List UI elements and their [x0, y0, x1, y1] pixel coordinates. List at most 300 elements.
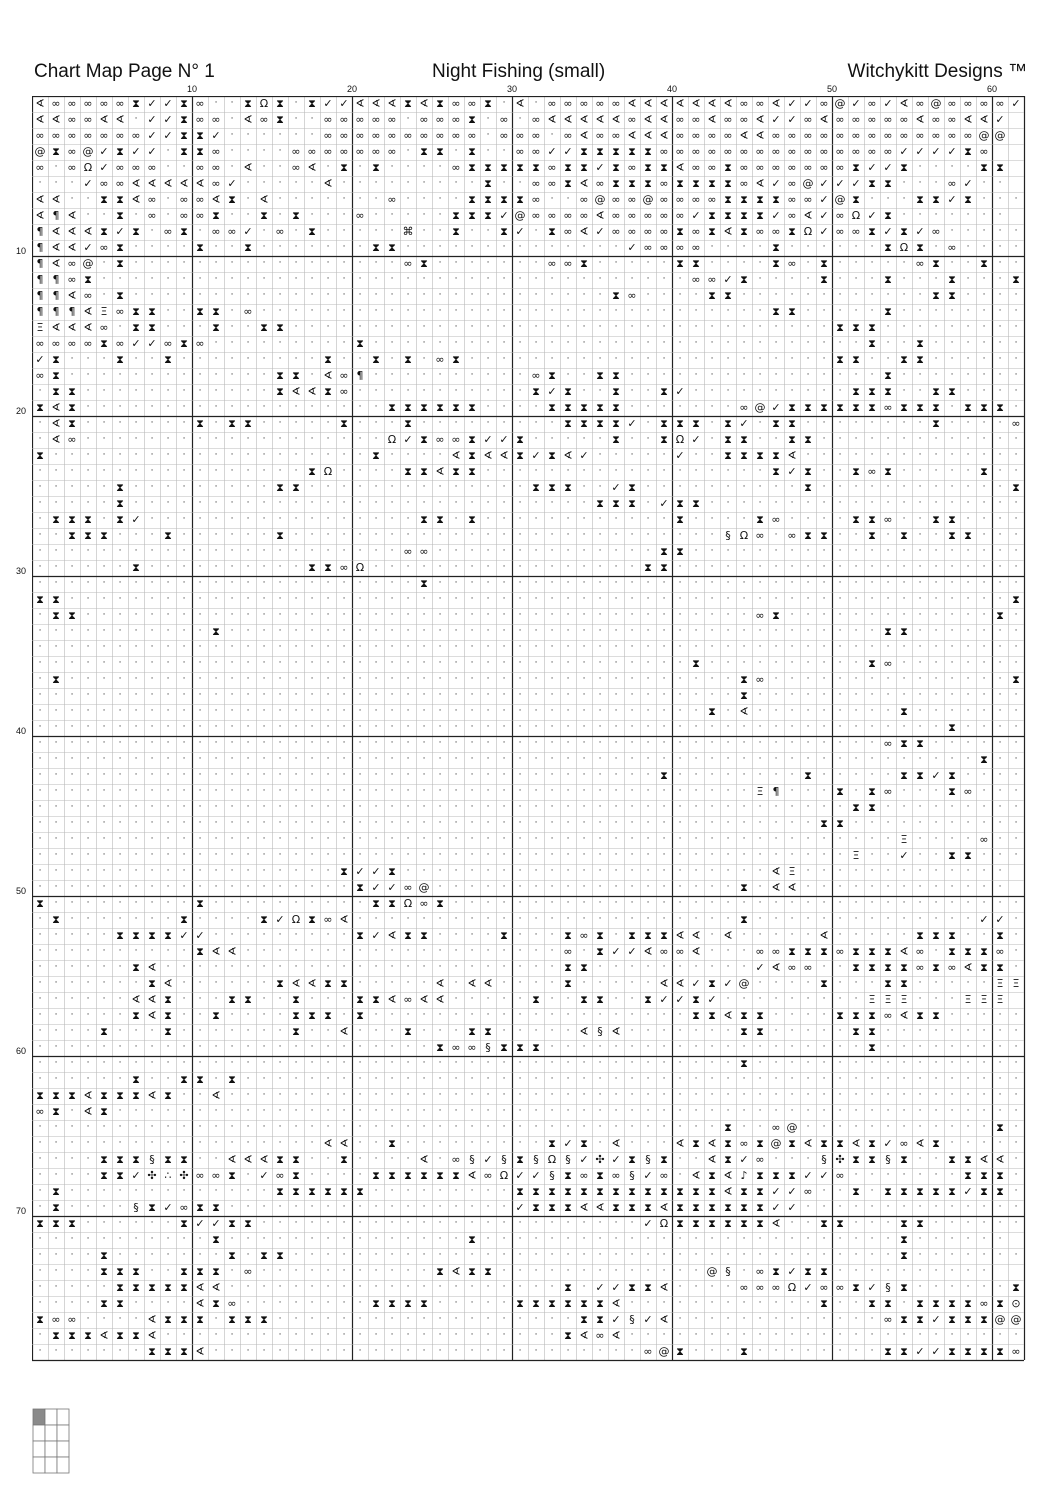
- stitch-symbol: ·: [720, 688, 736, 704]
- stitch-symbol: ·: [544, 544, 560, 560]
- stitch-symbol: ·: [960, 1328, 976, 1344]
- stitch-symbol: ·: [656, 848, 672, 864]
- stitch-symbol: ·: [160, 480, 176, 496]
- stitch-symbol: ·: [976, 384, 992, 400]
- stitch-symbol: ·: [624, 464, 640, 480]
- stitch-symbol: ⧗: [672, 1216, 688, 1232]
- stitch-symbol: ·: [832, 448, 848, 464]
- stitch-symbol: ·: [688, 400, 704, 416]
- stitch-symbol: ·: [912, 1072, 928, 1088]
- stitch-symbol: ·: [976, 1216, 992, 1232]
- stitch-symbol: ⧗: [128, 928, 144, 944]
- stitch-symbol: ·: [336, 432, 352, 448]
- stitch-symbol: ✓: [208, 1216, 224, 1232]
- stitch-symbol: ·: [224, 576, 240, 592]
- stitch-symbol: ·: [704, 656, 720, 672]
- stitch-symbol: ·: [688, 480, 704, 496]
- stitch-symbol: ·: [288, 752, 304, 768]
- stitch-symbol: ·: [368, 272, 384, 288]
- stitch-symbol: ·: [864, 736, 880, 752]
- stitch-symbol: ∞: [400, 544, 416, 560]
- stitch-symbol: ·: [944, 704, 960, 720]
- stitch-symbol: ∞: [688, 224, 704, 240]
- stitch-symbol: ·: [304, 1312, 320, 1328]
- stitch-symbol: ·: [960, 896, 976, 912]
- stitch-symbol: ·: [496, 464, 512, 480]
- stitch-symbol: ·: [496, 480, 512, 496]
- stitch-symbol: ·: [944, 656, 960, 672]
- stitch-symbol: ·: [192, 576, 208, 592]
- stitch-symbol: ·: [464, 944, 480, 960]
- stitch-symbol: ⧗: [736, 1216, 752, 1232]
- stitch-symbol: ∞: [736, 1136, 752, 1152]
- stitch-symbol: ·: [880, 560, 896, 576]
- stitch-symbol: ·: [672, 1264, 688, 1280]
- stitch-symbol: ·: [160, 592, 176, 608]
- stitch-symbol: ·: [304, 896, 320, 912]
- stitch-symbol: ·: [112, 896, 128, 912]
- stitch-symbol: ·: [816, 992, 832, 1008]
- stitch-symbol: ·: [1008, 736, 1024, 752]
- stitch-symbol: ·: [608, 1104, 624, 1120]
- stitch-symbol: ·: [464, 704, 480, 720]
- stitch-symbol: ·: [880, 352, 896, 368]
- stitch-symbol: ·: [144, 544, 160, 560]
- stitch-symbol: ·: [368, 512, 384, 528]
- stitch-symbol: ⧗: [112, 352, 128, 368]
- stitch-symbol: ·: [496, 336, 512, 352]
- stitch-symbol: ·: [240, 1088, 256, 1104]
- stitch-symbol: ·: [144, 720, 160, 736]
- stitch-symbol: ·: [944, 400, 960, 416]
- stitch-symbol: ·: [272, 544, 288, 560]
- stitch-symbol: ·: [336, 704, 352, 720]
- stitch-symbol: ·: [592, 560, 608, 576]
- stitch-symbol: ·: [624, 1104, 640, 1120]
- stitch-symbol: ·: [256, 288, 272, 304]
- stitch-symbol: ·: [576, 464, 592, 480]
- stitch-symbol: ∞: [64, 432, 80, 448]
- stitch-symbol: ∞: [992, 944, 1008, 960]
- stitch-symbol: ·: [80, 448, 96, 464]
- stitch-symbol: ∞: [944, 176, 960, 192]
- stitch-symbol: ·: [560, 896, 576, 912]
- stitch-symbol: ∞: [976, 1296, 992, 1312]
- stitch-symbol: ·: [240, 144, 256, 160]
- stitch-symbol: ·: [128, 352, 144, 368]
- stitch-symbol: ·: [368, 336, 384, 352]
- stitch-symbol: ·: [576, 944, 592, 960]
- stitch-symbol: ·: [960, 160, 976, 176]
- stitch-symbol: ·: [416, 816, 432, 832]
- stitch-symbol: ·: [464, 240, 480, 256]
- stitch-grid: [32, 96, 1028, 1370]
- stitch-symbol: ⧗: [896, 976, 912, 992]
- stitch-symbol: ·: [864, 608, 880, 624]
- stitch-symbol: ·: [400, 160, 416, 176]
- stitch-symbol: ·: [544, 576, 560, 592]
- stitch-symbol: ·: [144, 384, 160, 400]
- stitch-symbol: ·: [272, 400, 288, 416]
- stitch-symbol: ·: [688, 864, 704, 880]
- stitch-symbol: ·: [64, 592, 80, 608]
- stitch-symbol: ·: [304, 176, 320, 192]
- stitch-symbol: ⧗: [736, 272, 752, 288]
- stitch-symbol: ·: [672, 1072, 688, 1088]
- stitch-symbol: ·: [832, 704, 848, 720]
- stitch-symbol: ·: [416, 704, 432, 720]
- stitch-symbol: ·: [128, 896, 144, 912]
- stitch-symbol: ·: [912, 992, 928, 1008]
- stitch-symbol: ⧗: [944, 784, 960, 800]
- stitch-symbol: ·: [304, 336, 320, 352]
- stitch-symbol: ·: [288, 528, 304, 544]
- stitch-symbol: ✓: [992, 112, 1008, 128]
- stitch-symbol: ·: [944, 832, 960, 848]
- stitch-symbol: ·: [592, 624, 608, 640]
- stitch-symbol: Ω: [848, 208, 864, 224]
- stitch-symbol: ·: [240, 1296, 256, 1312]
- stitch-symbol: ·: [976, 560, 992, 576]
- stitch-symbol: ·: [736, 1248, 752, 1264]
- stitch-symbol: ·: [576, 864, 592, 880]
- stitch-symbol: ·: [320, 1216, 336, 1232]
- stitch-symbol: ·: [784, 656, 800, 672]
- stitch-symbol: ·: [384, 768, 400, 784]
- stitch-symbol: ·: [176, 624, 192, 640]
- stitch-symbol: ·: [656, 656, 672, 672]
- stitch-symbol: ·: [96, 1008, 112, 1024]
- stitch-symbol: ·: [208, 96, 224, 112]
- stitch-symbol: ·: [224, 144, 240, 160]
- stitch-symbol: ·: [240, 1136, 256, 1152]
- stitch-symbol: ⧗: [576, 256, 592, 272]
- stitch-symbol: ·: [640, 448, 656, 464]
- stitch-symbol: ·: [208, 1056, 224, 1072]
- stitch-symbol: ·: [320, 864, 336, 880]
- stitch-symbol: ·: [64, 1136, 80, 1152]
- stitch-symbol: ⧗: [48, 592, 64, 608]
- stitch-symbol: ·: [64, 1040, 80, 1056]
- stitch-symbol: ∢: [768, 1216, 784, 1232]
- stitch-symbol: ·: [768, 352, 784, 368]
- stitch-symbol: ∞: [880, 1008, 896, 1024]
- stitch-symbol: ·: [960, 464, 976, 480]
- stitch-symbol: ·: [416, 944, 432, 960]
- stitch-symbol: ⧗: [912, 352, 928, 368]
- stitch-symbol: ∢: [320, 1136, 336, 1152]
- stitch-symbol: ∞: [416, 896, 432, 912]
- stitch-symbol: ·: [336, 672, 352, 688]
- stitch-symbol: ⧗: [528, 1296, 544, 1312]
- stitch-symbol: ·: [272, 704, 288, 720]
- stitch-symbol: ·: [720, 640, 736, 656]
- stitch-symbol: ·: [816, 304, 832, 320]
- stitch-symbol: ·: [48, 1024, 64, 1040]
- stitch-symbol: ·: [688, 560, 704, 576]
- stitch-symbol: ·: [288, 1056, 304, 1072]
- stitch-symbol: ·: [288, 624, 304, 640]
- stitch-symbol: ·: [800, 688, 816, 704]
- stitch-symbol: ·: [640, 1072, 656, 1088]
- stitch-symbol: ·: [848, 1056, 864, 1072]
- stitch-symbol: ·: [672, 1248, 688, 1264]
- stitch-symbol: ·: [288, 1232, 304, 1248]
- stitch-symbol: ·: [208, 912, 224, 928]
- stitch-symbol: ⧗: [848, 320, 864, 336]
- stitch-symbol: ·: [496, 720, 512, 736]
- stitch-symbol: ⧗: [848, 352, 864, 368]
- stitch-symbol: ·: [1008, 768, 1024, 784]
- stitch-symbol: ·: [816, 864, 832, 880]
- stitch-symbol: ⧗: [240, 1312, 256, 1328]
- stitch-symbol: ·: [256, 496, 272, 512]
- stitch-symbol: ·: [864, 976, 880, 992]
- stitch-symbol: ⧗: [256, 208, 272, 224]
- stitch-symbol: ·: [304, 704, 320, 720]
- stitch-symbol: ·: [96, 656, 112, 672]
- stitch-symbol: ·: [112, 816, 128, 832]
- stitch-symbol: ⧗: [368, 240, 384, 256]
- stitch-symbol: ·: [736, 576, 752, 592]
- stitch-symbol: ·: [704, 784, 720, 800]
- stitch-symbol: @: [512, 208, 528, 224]
- stitch-symbol: ·: [352, 656, 368, 672]
- stitch-symbol: ·: [336, 1120, 352, 1136]
- stitch-symbol: ·: [976, 1264, 992, 1280]
- stitch-symbol: ·: [832, 608, 848, 624]
- stitch-symbol: ·: [176, 688, 192, 704]
- stitch-symbol: ·: [160, 880, 176, 896]
- stitch-symbol: ∞: [544, 160, 560, 176]
- stitch-symbol: ·: [160, 800, 176, 816]
- stitch-symbol: ·: [656, 1088, 672, 1104]
- stitch-symbol: ·: [224, 208, 240, 224]
- stitch-symbol: ∞: [128, 160, 144, 176]
- stitch-symbol: ·: [400, 656, 416, 672]
- stitch-symbol: ∞: [192, 1168, 208, 1184]
- stitch-symbol: ⧗: [704, 1168, 720, 1184]
- stitch-symbol: ⧗: [864, 784, 880, 800]
- stitch-symbol: ⧗: [880, 624, 896, 640]
- stitch-symbol: ·: [848, 624, 864, 640]
- stitch-symbol: ·: [544, 304, 560, 320]
- stitch-symbol: ·: [928, 720, 944, 736]
- stitch-symbol: ·: [336, 192, 352, 208]
- stitch-symbol: ·: [304, 1104, 320, 1120]
- stitch-symbol: ·: [576, 336, 592, 352]
- stitch-symbol: ·: [736, 960, 752, 976]
- stitch-symbol: ∞: [752, 1152, 768, 1168]
- stitch-symbol: ∞: [688, 128, 704, 144]
- stitch-symbol: ∢: [496, 448, 512, 464]
- stitch-symbol: ·: [544, 752, 560, 768]
- stitch-symbol: ·: [480, 1136, 496, 1152]
- stitch-symbol: ⧗: [640, 928, 656, 944]
- stitch-symbol: ⧗: [560, 928, 576, 944]
- stitch-symbol: ·: [512, 768, 528, 784]
- stitch-symbol: ∞: [176, 1200, 192, 1216]
- stitch-symbol: ·: [320, 960, 336, 976]
- stitch-symbol: ·: [720, 992, 736, 1008]
- stitch-symbol: ·: [288, 608, 304, 624]
- stitch-symbol: Ω: [672, 432, 688, 448]
- stitch-symbol: ·: [848, 1072, 864, 1088]
- stitch-symbol: ·: [896, 1200, 912, 1216]
- stitch-symbol: ⧗: [784, 944, 800, 960]
- stitch-symbol: ·: [944, 1248, 960, 1264]
- stitch-symbol: ·: [528, 1120, 544, 1136]
- stitch-symbol: ·: [416, 1184, 432, 1200]
- stitch-symbol: ·: [784, 496, 800, 512]
- stitch-symbol: ·: [608, 704, 624, 720]
- stitch-symbol: ∞: [560, 944, 576, 960]
- stitch-symbol: ⧗: [864, 400, 880, 416]
- stitch-symbol: ∞: [336, 384, 352, 400]
- stitch-symbol: ⧗: [944, 272, 960, 288]
- stitch-symbol: ⧗: [880, 960, 896, 976]
- stitch-symbol: ·: [768, 704, 784, 720]
- stitch-symbol: ·: [464, 608, 480, 624]
- stitch-symbol: ·: [112, 560, 128, 576]
- stitch-symbol: ·: [176, 944, 192, 960]
- stitch-symbol: ⧗: [592, 400, 608, 416]
- stitch-symbol: ∞: [784, 176, 800, 192]
- stitch-symbol: ·: [832, 384, 848, 400]
- stitch-symbol: ·: [432, 528, 448, 544]
- stitch-symbol: ·: [880, 528, 896, 544]
- stitch-symbol: ·: [320, 1056, 336, 1072]
- stitch-symbol: ·: [224, 608, 240, 624]
- stitch-symbol: ·: [400, 944, 416, 960]
- stitch-symbol: ·: [288, 816, 304, 832]
- stitch-symbol: ∞: [800, 128, 816, 144]
- stitch-symbol: ·: [432, 672, 448, 688]
- stitch-symbol: ⧗: [80, 528, 96, 544]
- stitch-symbol: ·: [48, 576, 64, 592]
- stitch-symbol: ·: [704, 416, 720, 432]
- stitch-symbol: ·: [496, 624, 512, 640]
- stitch-symbol: ·: [720, 1104, 736, 1120]
- stitch-symbol: ·: [944, 432, 960, 448]
- stitch-symbol: ·: [336, 992, 352, 1008]
- stitch-symbol: ·: [448, 1072, 464, 1088]
- stitch-symbol: ·: [64, 672, 80, 688]
- stitch-symbol: ∞: [224, 1296, 240, 1312]
- stitch-symbol: ∞: [320, 144, 336, 160]
- stitch-symbol: ·: [384, 736, 400, 752]
- stitch-symbol: ·: [464, 384, 480, 400]
- stitch-symbol: ·: [480, 1216, 496, 1232]
- stitch-symbol: ·: [336, 176, 352, 192]
- stitch-symbol: ⧗: [992, 1120, 1008, 1136]
- stitch-symbol: ·: [656, 304, 672, 320]
- stitch-symbol: ·: [912, 160, 928, 176]
- stitch-symbol: ·: [752, 912, 768, 928]
- stitch-symbol: ⧗: [528, 1200, 544, 1216]
- stitch-symbol: ·: [672, 1008, 688, 1024]
- stitch-symbol: ·: [128, 1136, 144, 1152]
- stitch-symbol: ·: [944, 1056, 960, 1072]
- stitch-symbol: ✓: [752, 960, 768, 976]
- stitch-symbol: ·: [992, 1024, 1008, 1040]
- stitch-symbol: ⧗: [592, 928, 608, 944]
- stitch-symbol: ·: [240, 720, 256, 736]
- stitch-symbol: ⧗: [992, 1184, 1008, 1200]
- stitch-symbol: ·: [352, 1312, 368, 1328]
- stitch-symbol: ·: [480, 1296, 496, 1312]
- stitch-symbol: ·: [176, 1296, 192, 1312]
- stitch-symbol: ⧗: [32, 896, 48, 912]
- stitch-symbol: ·: [240, 656, 256, 672]
- stitch-symbol: ·: [544, 128, 560, 144]
- stitch-symbol: ·: [560, 1216, 576, 1232]
- stitch-symbol: ·: [752, 416, 768, 432]
- stitch-symbol: ·: [48, 704, 64, 720]
- stitch-symbol: ·: [688, 1264, 704, 1280]
- stitch-symbol: ·: [496, 816, 512, 832]
- stitch-symbol: ·: [704, 816, 720, 832]
- stitch-symbol: ⧗: [144, 304, 160, 320]
- stitch-symbol: ·: [896, 912, 912, 928]
- stitch-symbol: ·: [128, 704, 144, 720]
- stitch-symbol: ✓: [240, 224, 256, 240]
- stitch-symbol: ∞: [352, 144, 368, 160]
- stitch-symbol: ·: [544, 1216, 560, 1232]
- stitch-symbol: ·: [448, 256, 464, 272]
- stitch-symbol: ·: [288, 416, 304, 432]
- stitch-symbol: ·: [160, 384, 176, 400]
- stitch-symbol: ·: [144, 656, 160, 672]
- stitch-symbol: ⊙: [1008, 1296, 1024, 1312]
- stitch-symbol: ·: [160, 416, 176, 432]
- stitch-symbol: ·: [752, 1248, 768, 1264]
- stitch-symbol: ·: [416, 192, 432, 208]
- stitch-symbol: ·: [672, 736, 688, 752]
- stitch-symbol: ⧗: [112, 1152, 128, 1168]
- stitch-symbol: ·: [1008, 544, 1024, 560]
- column-number: 40: [667, 84, 677, 94]
- stitch-symbol: ·: [240, 576, 256, 592]
- stitch-symbol: ∞: [752, 144, 768, 160]
- stitch-symbol: ·: [144, 832, 160, 848]
- stitch-symbol: ·: [544, 1072, 560, 1088]
- stitch-symbol: ·: [96, 480, 112, 496]
- stitch-symbol: ·: [224, 1264, 240, 1280]
- stitch-symbol: ·: [512, 880, 528, 896]
- stitch-symbol: ✓: [560, 1136, 576, 1152]
- stitch-symbol: ·: [480, 1104, 496, 1120]
- stitch-symbol: ·: [160, 1104, 176, 1120]
- stitch-symbol: ·: [416, 160, 432, 176]
- stitch-symbol: ·: [896, 336, 912, 352]
- stitch-symbol: ·: [448, 1056, 464, 1072]
- stitch-symbol: ·: [48, 816, 64, 832]
- stitch-symbol: ·: [560, 1120, 576, 1136]
- stitch-symbol: ·: [384, 640, 400, 656]
- stitch-symbol: ∞: [752, 224, 768, 240]
- stitch-symbol: ⧗: [976, 400, 992, 416]
- stitch-symbol: ·: [928, 1216, 944, 1232]
- stitch-symbol: ·: [416, 560, 432, 576]
- stitch-symbol: ·: [896, 544, 912, 560]
- stitch-symbol: ⧗: [272, 528, 288, 544]
- stitch-symbol: ·: [992, 528, 1008, 544]
- stitch-symbol: ✓: [144, 128, 160, 144]
- stitch-symbol: ·: [48, 448, 64, 464]
- stitch-symbol: ·: [752, 656, 768, 672]
- stitch-symbol: ·: [848, 1264, 864, 1280]
